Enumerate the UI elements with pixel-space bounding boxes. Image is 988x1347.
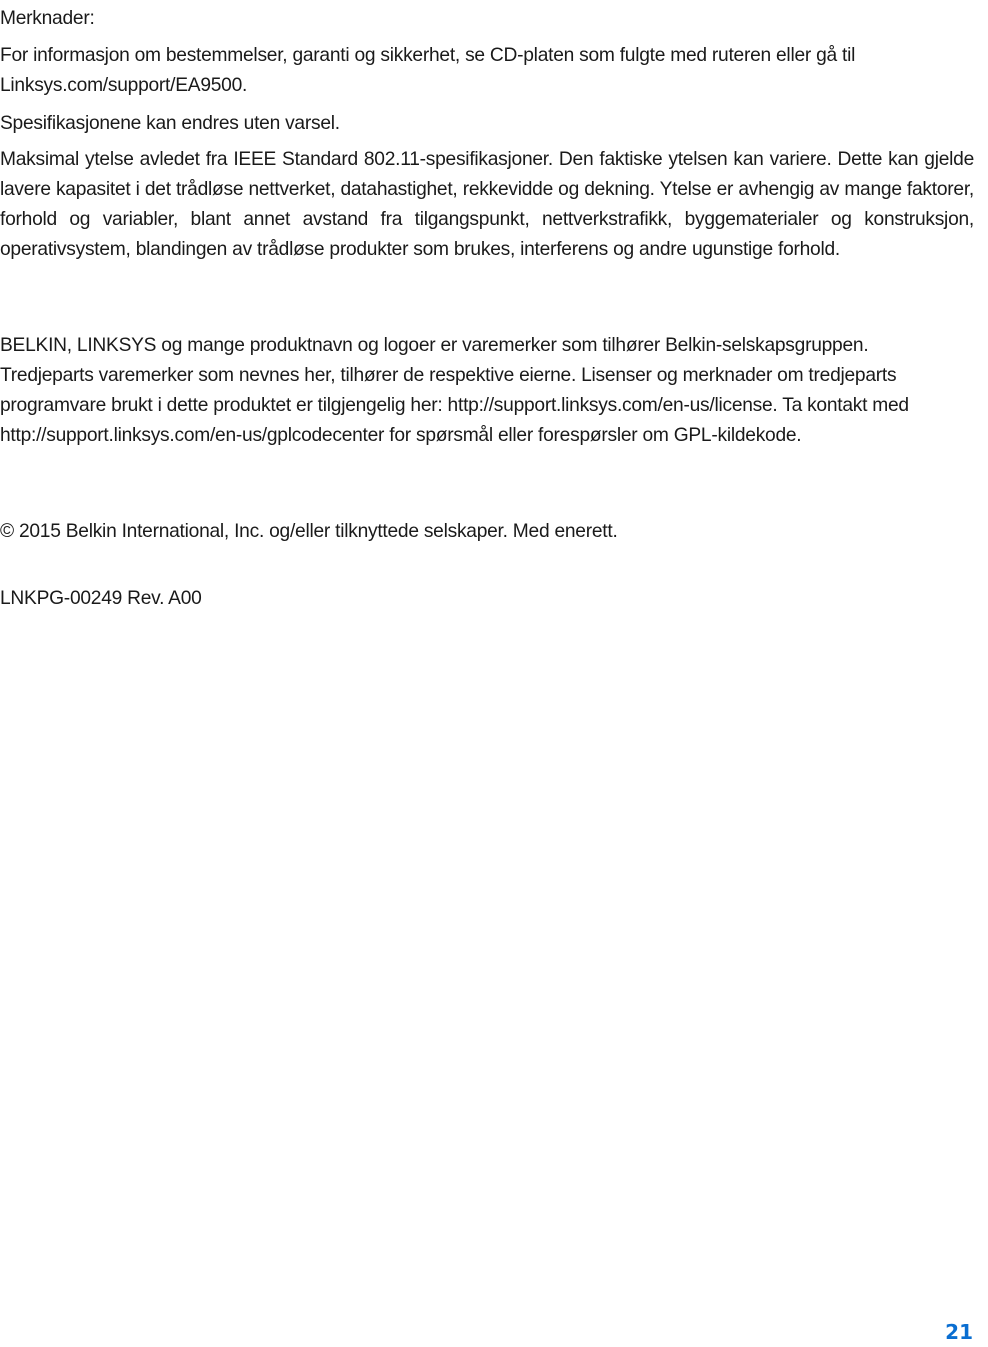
trademarks-paragraph: BELKIN, LINKSYS og mange produktnavn og logoer er varemerker som tilhører Belkin-selskapsgruppen. Tredjeparts varemerker som nevnes her, tilhører de respektive eierne. Lisenser og merknader om tredjeparts programvare brukt i dette produktet er tilgjengelig her: http://support.linksys.com/en-us/license. Ta kontakt med http://support.linksys.com/en-us/gplcodecenter for spørsmål eller forespørsler om GPL-kildekode. [0, 335, 909, 446]
copyright-notice: © 2015 Belkin International, Inc. og/eller tilknyttede selskaper. Med enerett. [0, 521, 618, 542]
performance-disclaimer-paragraph: Maksimal ytelse avledet fra IEEE Standard 802.11-spesifikasjoner. Den faktiske ytelsen kan variere. Dette kan gjelde lavere kapasitet i det trådløse nettverket, datahastighet, rekkevidde og dekning. Ytelse er avhengig av mange faktorer, forhold og variabler, blant annet avstand fra tilgangspunkt, nettverkstrafikk, byggematerialer og konstruksjon, operativsystem, blandingen av trådløse produkter som brukes, interferens og andre ugunstige forhold. [0, 149, 974, 260]
specs-notice-paragraph: Spesifikasjonene kan endres uten varsel. [0, 113, 340, 134]
document-id: LNKPG-00249 Rev. A00 [0, 588, 202, 609]
regulatory-info-paragraph: For informasjon om bestemmelser, garanti og sikkerhet, se CD-platen som fulgte med ruteren eller gå til Linksys.com/support/EA9500. [0, 45, 856, 96]
page-number: 21 [945, 1320, 973, 1344]
notes-heading: Merknader: [0, 8, 95, 29]
